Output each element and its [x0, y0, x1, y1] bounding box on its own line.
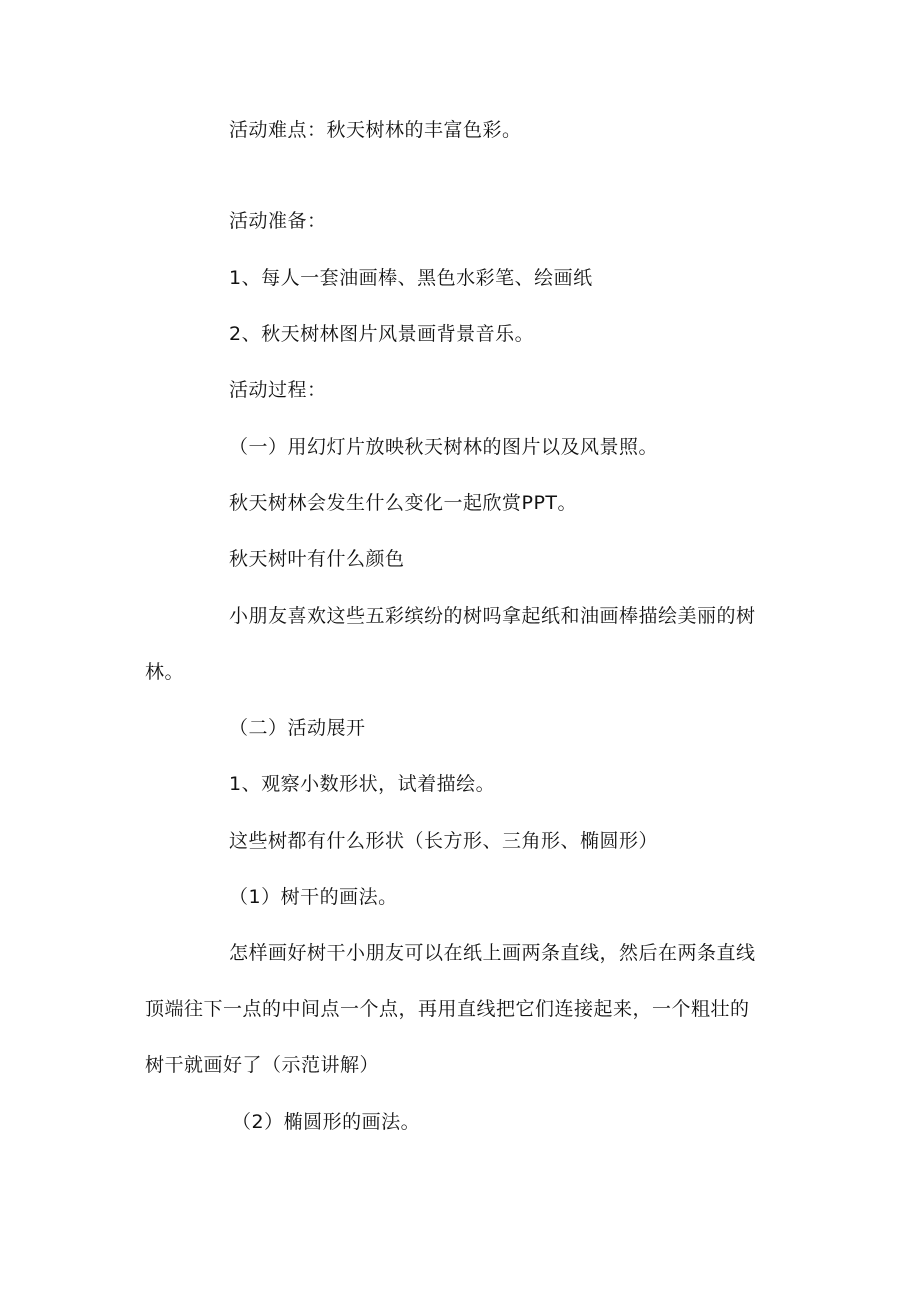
- paragraph-observe: 1、观察小数形状，试着描绘。: [229, 773, 496, 795]
- paragraph-preparation-heading: 活动准备：: [229, 210, 327, 232]
- paragraph-trunk-line-3: 树干就画好了（示范讲解）: [145, 1054, 380, 1076]
- paragraph-trunk-line-2: 顶端往下一点的中间点一个点，再用直线把它们连接起来，一个粗壮的: [145, 998, 750, 1020]
- paragraph-difficulty: 活动难点：秋天树林的丰富色彩。: [229, 119, 522, 141]
- paragraph-trunk-heading: （1）树干的画法。: [229, 886, 398, 908]
- paragraph-children-line-1: 小朋友喜欢这些五彩缤纷的树吗拿起纸和油画棒描绘美丽的树: [229, 605, 756, 627]
- paragraph-children-line-2: 林。: [145, 661, 185, 683]
- paragraph-section-one: （一）用幻灯片放映秋天树林的图片以及风景照。: [229, 436, 659, 458]
- paragraph-preparation-item-1: 1、每人一套油画棒、黑色水彩笔、绘画纸: [229, 267, 593, 289]
- paragraph-process-heading: 活动过程：: [229, 379, 327, 401]
- paragraph-leaf-color: 秋天树叶有什么颜色: [229, 548, 405, 570]
- paragraph-trunk-line-1: 怎样画好树干小朋友可以在纸上画两条直线，然后在两条直线: [229, 942, 756, 964]
- paragraph-section-two: （二）活动展开: [229, 717, 366, 739]
- paragraph-ellipse-heading: （2）椭圆形的画法。: [232, 1111, 421, 1133]
- paragraph-preparation-item-2: 2、秋天树林图片风景画背景音乐。: [229, 323, 535, 345]
- paragraph-ppt: 秋天树林会发生什么变化一起欣赏PPT。: [229, 492, 578, 514]
- paragraph-shapes: 这些树都有什么形状（长方形、三角形、椭圆形）: [229, 830, 659, 852]
